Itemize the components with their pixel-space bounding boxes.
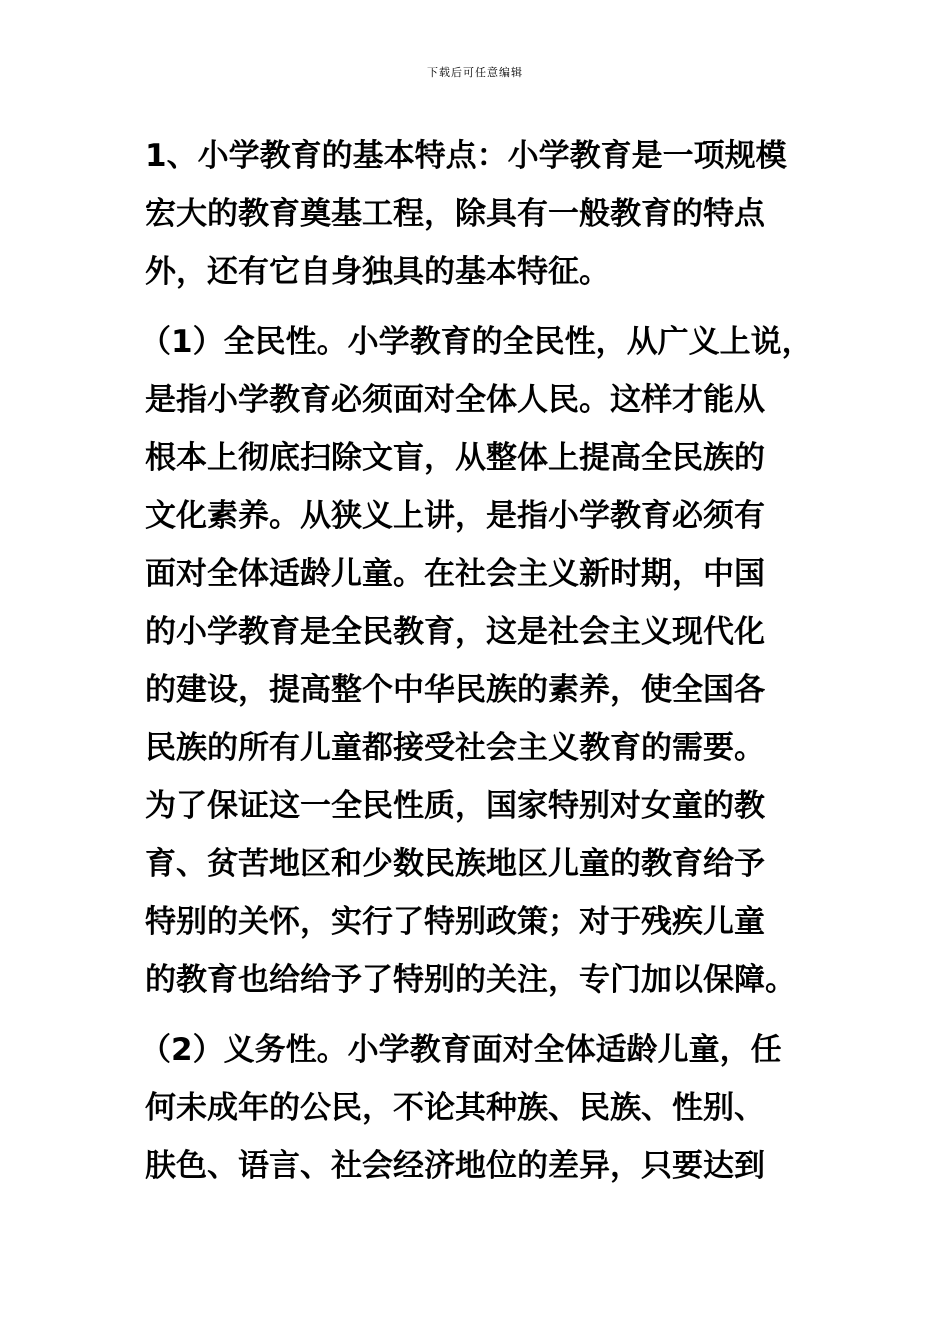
text-line: 的建设，提高整个中华民族的素养，使全国各 bbox=[145, 672, 765, 708]
paragraph-3 bbox=[140, 1021, 825, 1195]
text-line: 育、贫苦地区和少数民族地区儿童的教育给予 bbox=[145, 846, 765, 882]
text-line: 为了保证这一全民性质，国家特别对女童的教 bbox=[145, 788, 765, 824]
text-line: 的教育也给给予了特别的关注，专门加以保障。 bbox=[145, 962, 796, 998]
text-line: 面对全体适龄儿童。在社会主义新时期，中国 bbox=[145, 556, 765, 592]
text-line: 的小学教育是全民教育，这是社会主义现代化 bbox=[145, 614, 765, 650]
paragraph-2 bbox=[140, 313, 825, 1009]
text-line: （1）全民性。小学教育的全民性，从广义上说， bbox=[140, 324, 813, 360]
text-line: 肤色、语言、社会经济地位的差异，只要达到 bbox=[145, 1148, 765, 1184]
text-line: 根本上彻底扫除文盲，从整体上提高全民族的 bbox=[145, 440, 765, 476]
page-header: 下载后可任意编辑 bbox=[427, 66, 523, 79]
text-line: （2）义务性。小学教育面对全体适龄儿童，任 bbox=[140, 1032, 782, 1068]
paragraph-1 bbox=[145, 127, 825, 301]
text-line: 宏大的教育奠基工程，除具有一般教育的特点 bbox=[145, 196, 765, 232]
document-body bbox=[140, 127, 825, 1207]
text-line: 民族的所有儿童都接受社会主义教育的需要。 bbox=[145, 730, 765, 766]
text-line: 何未成年的公民，不论其种族、民族、性别、 bbox=[145, 1090, 765, 1126]
text-line: 外，还有它自身独具的基本特征。 bbox=[145, 254, 610, 290]
text-line: 文化素养。从狭义上讲，是指小学教育必须有 bbox=[145, 498, 765, 534]
text-line: 是指小学教育必须面对全体人民。这样才能从 bbox=[145, 382, 765, 418]
text-line: 1、小学教育的基本特点：小学教育是一项规模 bbox=[145, 138, 787, 174]
text-line: 特别的关怀，实行了特别政策；对于残疾儿童 bbox=[145, 904, 765, 940]
